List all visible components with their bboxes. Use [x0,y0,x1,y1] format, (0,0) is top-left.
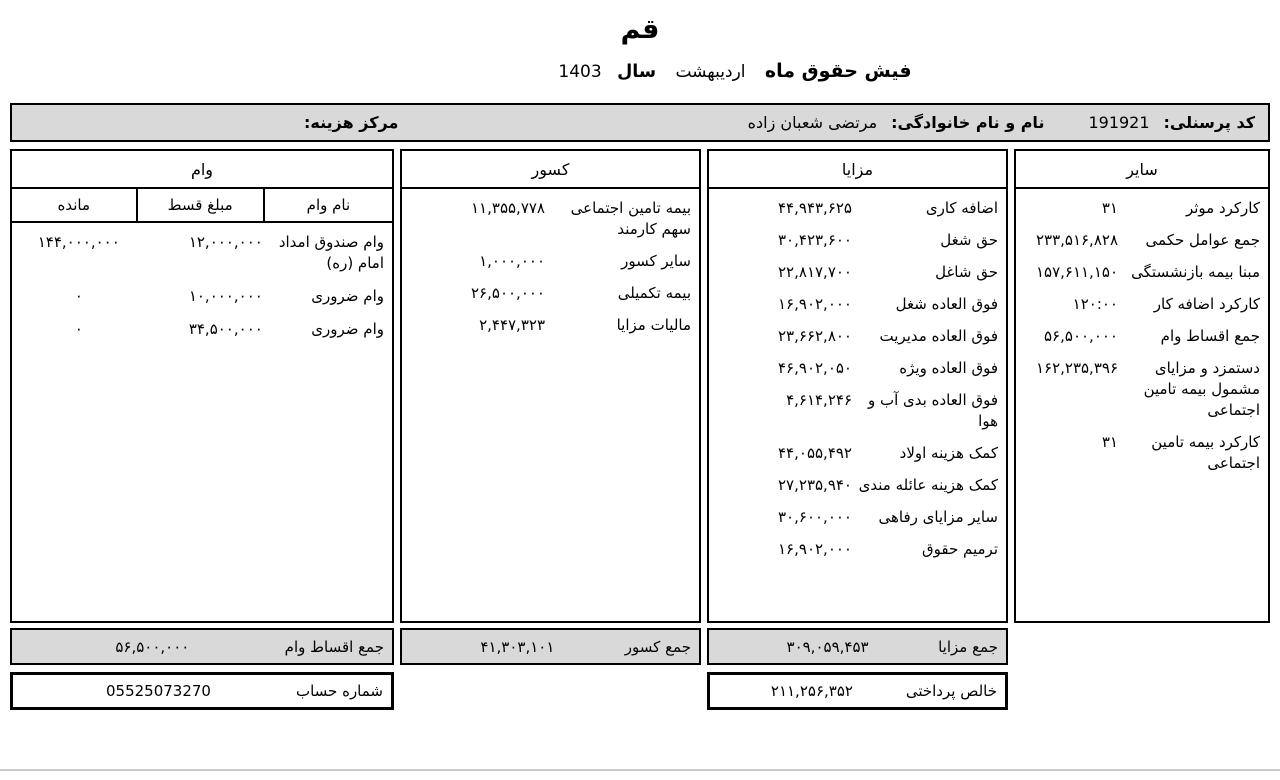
totals-spacer [1014,628,1270,665]
column-loans [10,149,394,623]
row-label: بیمه تامین اجتماعی سهم کارمند [570,199,691,238]
net-pay-box [707,672,1008,710]
row-value: ۱۶,۹۰۲,۰۰۰ [778,540,852,558]
subtitle-label: فیش حقوق ماه [764,60,912,82]
column-deductions [400,149,701,623]
table-row [402,310,699,342]
loans-total-box [10,628,394,665]
column-other [1014,149,1270,623]
column-other-title: سایر [1016,151,1268,189]
table-row [709,470,1006,502]
full-name-value: مرتضی شعبان زاده [747,113,878,132]
cost-center-label: مرکز هزینه: [304,113,399,132]
table-row [709,289,1006,321]
table-row [1016,427,1268,480]
table-row [709,353,1006,385]
row-value: ۱,۰۰۰,۰۰۰ [479,252,545,270]
row-label: مالیات مزایا [616,316,691,334]
table-row [1016,257,1268,289]
row-label: فوق العاده ویژه [899,359,998,377]
table-row [1016,353,1268,427]
table-row [12,313,392,346]
row-value: ۲,۴۴۷,۳۲۳ [479,316,545,334]
loan-balance: ۱۴۴,۰۰۰,۰۰۰ [37,233,120,251]
bottom-spacer [1014,672,1270,710]
loans-table-header [12,189,392,223]
employee-header-bar [10,103,1270,142]
row-value: ۳۰,۶۰۰,۰۰۰ [778,508,852,526]
row-value: ۵۶,۵۰۰,۰۰۰ [1044,327,1118,345]
row-label: دستمزد و مزایای مشمول بیمه تامین اجتماعی [1143,359,1260,419]
table-row [709,321,1006,353]
deductions-total-box [400,628,701,665]
row-label: حق شاغل [935,263,998,281]
loan-balance: ۰ [74,287,83,305]
table-row [709,257,1006,289]
account-number-label: شماره حساب [295,682,383,700]
row-value: ۴۶,۹۰۲,۰۵۰ [778,359,852,377]
row-label: ترمیم حقوق [921,540,998,558]
row-value: ۲۲,۸۱۷,۷۰۰ [778,263,852,281]
full-name-label: نام و نام خانوادگی: [891,113,1045,132]
table-row [12,280,392,313]
loan-installment: ۱۰,۰۰۰,۰۰۰ [188,287,263,305]
row-label: اضافه کاری [925,199,998,217]
table-row [709,193,1006,225]
row-label: کارکرد بیمه تامین اجتماعی [1151,433,1260,472]
city-title: قم [620,14,660,45]
row-label: سایر کسور [621,252,691,270]
loan-balance-header: مانده [57,196,91,214]
row-value: ۲۳,۶۶۲,۸۰۰ [778,327,852,345]
column-benefits-rows [709,189,1006,566]
table-row [1016,225,1268,257]
subtitle-month: اردیبهشت [675,62,746,82]
row-value: ۱۱,۳۵۵,۷۷۸ [471,199,545,217]
loan-installment: ۱۲,۰۰۰,۰۰۰ [188,233,263,251]
row-value: ۲۶,۵۰۰,۰۰۰ [471,284,545,302]
table-row [12,226,392,280]
subtitle-year: 1403 [558,62,602,82]
row-value: ۴,۶۱۴,۲۴۶ [786,391,852,409]
row-label: فوق العاده بدی آب و هوا [867,391,998,430]
account-number-value: 05525073270 [105,682,211,700]
column-other-rows [1016,189,1268,480]
row-value: ۱۲۰:۰۰ [1072,295,1118,313]
payslip-subtitle [10,60,1270,82]
personnel-code-value: 191921 [1088,113,1150,132]
column-benefits-title: مزایا [709,151,1006,189]
row-label: کمک هزینه عائله مندی [858,476,998,494]
row-label: کارکرد موثر [1185,199,1260,217]
column-loans-title: وام [12,151,392,189]
benefits-total-value: ۳۰۹,۰۵۹,۴۵۳ [786,637,869,656]
column-deductions-title: کسور [402,151,699,189]
table-row [402,278,699,310]
table-row [1016,289,1268,321]
payslip-columns [10,149,1270,623]
table-row [709,385,1006,438]
loan-name: وام ضروری [311,320,384,338]
table-row [1016,193,1268,225]
footer-divider [0,769,1280,771]
benefits-total-label: جمع مزایا [938,637,998,656]
table-row [709,225,1006,257]
table-row [402,246,699,278]
row-value: ۲۳۳,۵۱۶,​۸۲۸ [1035,231,1118,249]
row-value: ۲۷,۲۳۵,۹۴۰ [778,476,852,494]
loans-total-label: جمع اقساط وام [284,637,384,656]
loan-installment-header: مبلغ قسط [136,189,263,221]
personnel-code-label: کد پرسنلی: [1163,113,1255,132]
table-row [402,193,699,246]
row-value: ۱۶,۹۰۲,۰۰۰ [778,295,852,313]
loan-name-header: نام وام [263,189,392,221]
row-value: ۴۴,۰۵۵,۴۹۲ [778,444,852,462]
loan-name: وام ضروری [311,287,384,305]
deductions-total-label: جمع کسور [624,637,691,656]
deductions-total-value: ۴۱,۳۰۳,۱۰۱ [480,637,555,656]
column-benefits [707,149,1008,623]
table-row [1016,321,1268,353]
row-label: حق شغل [940,231,998,249]
row-value: ۱۶۲,۲۳۵,​۳۹۶ [1035,359,1118,377]
loan-balance: ۰ [74,320,83,338]
row-label: کارکرد اضافه کار [1153,295,1260,313]
row-value: ۳۱ [1101,433,1118,451]
net-pay-label: خالص پرداختی [905,682,997,700]
row-value: ۳۱ [1101,199,1118,217]
table-row [709,534,1006,566]
row-label: فوق العاده شغل [895,295,998,313]
bottom-row [10,672,1270,710]
row-value: ۱۵۷,۶۱۱,​۱۵۰ [1035,263,1118,281]
row-label: بیمه تکمیلی [617,284,691,302]
account-number-box [10,672,394,710]
net-pay-value: ۲۱۱,۲۵۶,۳۵۲ [770,682,853,700]
table-row [709,438,1006,470]
loans-table-rows [12,223,392,346]
row-label: مبنا بیمه بازنشستگی [1131,263,1260,281]
loans-total-value: ۵۶,۵۰۰,۰۰۰ [115,637,190,656]
loan-name: وام صندوق امداد امام (ره) [278,233,384,272]
column-deductions-rows [402,189,699,342]
loan-installment: ۳۴,۵۰۰,۰۰۰ [188,320,263,338]
table-row [709,502,1006,534]
row-label: سایر مزایای رفاهی [878,508,998,526]
bottom-spacer [400,672,701,710]
benefits-total-box [707,628,1008,665]
row-value: ۴۴,۹۴۳,۶۲۵ [778,199,852,217]
totals-row [10,628,1270,665]
row-label: جمع عوامل حکمی [1145,231,1260,249]
row-label: کمک هزینه اولاد [899,444,998,462]
row-label: جمع اقساط وام [1160,327,1260,345]
row-value: ۳۰,۴۲۳,۶۰۰ [778,231,852,249]
subtitle-year-label: سال [617,62,657,82]
row-label: فوق العاده مدیریت [879,327,998,345]
